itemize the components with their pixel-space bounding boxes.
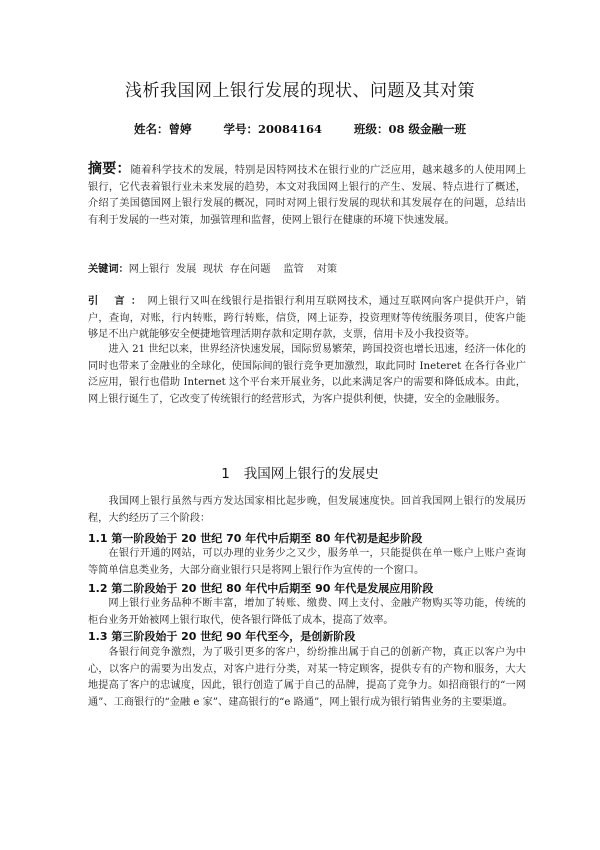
abstract-paragraph [88, 161, 526, 229]
section-1-number: 1 [221, 466, 230, 482]
intro-label: 引 言： [88, 296, 148, 307]
abstract-label: 摘要： [88, 161, 131, 177]
intro-text-1: 网上银行又叫在线银行是指银行利用互联网技术，通过互联网向客户提供开户，销户，查询，对账，行内转账，跨行转账，信贷，网上证券，投资理财等传统服务项目，使客户能够足不出户就能够安全便捷地管理活期存款和定期存款，支票，信用卡及小我投资等。 [88, 296, 527, 341]
subsection-1-2-heading: 1.2 第二阶段始于 20 世纪 80 年代中后期至 90 年代是发展应用阶段 [88, 582, 434, 595]
abstract-text: 随着科学技术的发展，特别是因特网技术在银行业的广泛应用，越来越多的人使用网上银行，它代表着银行业未来发展的趋势，本文对我国网上银行的产生、发展、特点进行了概述，介绍了美国德国网上银行发展的概况，同时对网上银行发展的现状和其发展存在的问题，总结出有利于发展的一些对策，加强管理和监督，使网上银行在健康的环境下快速发展。 [88, 165, 527, 226]
paper-title: 浅析我国网上银行发展的现状、问题及其对策 [125, 81, 475, 101]
keywords-paragraph [88, 262, 526, 279]
keywords-label: 关键词： [88, 264, 129, 275]
student-id: 学号：20084164 [223, 122, 322, 136]
intro-paragraph-2: 进入 21 世纪以来，世界经济快速发展，国际贸易繁荣，跨国投资也增长迅速，经济一体化的同时也带来了金融业的全球化，使国际间的银行竞争更加激烈，取此同时 Ineteret 在各行各业广泛应用，银行也借助 Internet 这个平台来开展业务，以此来满足客户的需要和降低成本。由此，网上银行诞生了，它改变了传统银行的经营形式，为客户提供利便，快捷，安全的金融服务。 [88, 344, 526, 405]
subsection-1-2-text: 网上银行业务品种不断丰富，增加了转账、缴费、网上支付、金融产物购买等功能，传统的柜台业务开始被网上银行取代，使各银行降低了成本，提高了效率。 [88, 598, 526, 626]
intro-paragraph-1 [88, 294, 526, 344]
section-1-title [0, 462, 600, 482]
author-line [0, 121, 600, 137]
section-1-heading: 我国网上银行的发展史 [243, 466, 379, 482]
keywords-text: 网上银行 发展 现状 存在问题 监管 对策 [128, 264, 338, 275]
subsection-1-1-text: 在银行开通的网站，可以办理的业务少之又少，服务单一，只能提供在单一账户上账户查询等简单信息类业务，大部分商业银行只是将网上银行作为宣传的一个窗口。 [88, 548, 526, 576]
subsection-1-3-heading: 1.3 第三阶段始于 20 世纪 90 年代至今，是创新阶段 [88, 630, 356, 643]
section-1-intro: 我国网上银行虽然与西方发达国家相比起步晚，但发展速度快。回首我国网上银行的发展历程，大约经历了三个阶段： [88, 496, 526, 524]
class-info: 班级：08 级金融一班 [354, 122, 467, 136]
author-name: 姓名：曾婷 [133, 122, 192, 136]
subsection-1-3-text: 各银行间竞争激烈，为了吸引更多的客户，纷纷推出属于自己的创新产物，真正以客户为中心，以客户的需要为出发点，对客户进行分类，对某一特定顾客，提供专有的产物和服务，大大地提高了客户的忠诚度，因此，银行创造了属于自己的品牌，提高了竞争力。如招商银行的“一网通”、工商银行的“金融 e 家”、建高银行的“e 路通”，网上银行成为银行销售业务的主要渠道。 [88, 647, 526, 708]
subsection-1-1-heading: 1.1 第一阶段始于 20 世纪 70 年代中后期至 80 年代初是起步阶段 [88, 532, 423, 545]
